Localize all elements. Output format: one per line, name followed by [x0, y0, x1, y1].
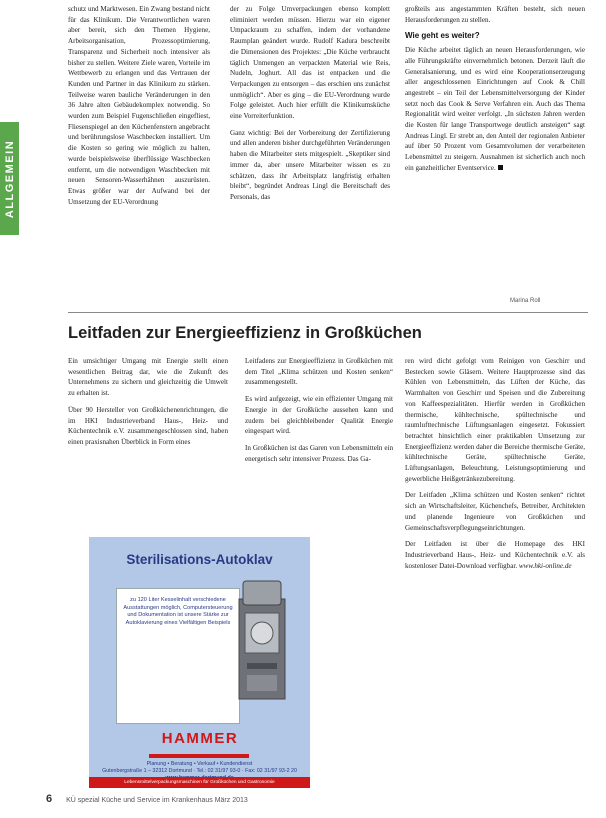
paragraph: schutz und Marktwesen. Ein Zwang bestand nicht für das Klinikum. Die Verantwortlichen waren aber bereit, sich den Themen Hygiene, Arbeitsorganisation, Prozessoptimierung, Transparenz und Sicherheit noch intensiver als bisher zu stellen. Weitere Ziele waren, Vorteile im Wettbewerb zu erlangen und das Vertrauen der Kunden und Partner in das Klinikum zu stärken. Teilweise waren bauliche Veränderungen in den 36 Jahre alten Gebäudekomplex notwendig. So wurden zum Beispiel Fugenschließen eingefliest, Fliesenspiegel an den Küchenfenstern angebracht und berührungslose Waschbecken installiert. Um die Kosten so gering wie möglich zu halten, wurde beispielsweise überflüssige Waschbecken entfernt, um die notwendigen Waschbecken mit neuen Sensoren-Wasserhähnen auszurüsten. Etwas größer war der Aufwand bei der Umsetzung der EU-Verordnung: [68, 5, 210, 206]
ad-contact: Planung • Beratung • Verkauf • Kundendienst Gutenbergstraße 1 – 32312 Dortmund · Tel.: 02 31/97 93-0 · Fax: 02 31/97 93-2 20: [89, 761, 310, 783]
ad-text-box: [116, 588, 240, 724]
article-headline: Leitfaden zur Energieeffizienz in Großküchen: [68, 324, 422, 342]
top-column-3: [405, 4, 585, 180]
paragraph: Leitfadens zur Energieeffizienz in Großküchen mit dem Titel „Klima schützen und Kosten senken“ zusammengestellt.: [245, 357, 393, 387]
top-column-1: [68, 4, 210, 213]
paragraph: ren wird dicht gefolgt vom Reinigen von Geschirr und Bestecken sowie Gläsern. Weitere Hauptprozesse sind das Kühlen von Lebensmitteln, das Lüften der Küche, das Warmhalten von Geschirr und Speisen und die Zubereitung von Kaffeespezialitäten. Hierfür werden in Großküchen thermische, kühltechnische, spültechnische und raumlufttechnische Lüftungsanlagen eingesetzt. Fokussiert betrachtet hinsichtlich einer praktikablen Umsetzung zur Energieeffizienz werden daher die Bereiche thermische Geräte, kühltechnische Geräte, spültechnische Geräte, Lüftungsanlagen, Beleuchtung, Leistungsoptimierung und gewerbliche Heißgetränkezubereitung.: [405, 357, 585, 483]
brand-bar: [149, 754, 249, 758]
paragraph: Über 90 Hersteller von Großküchenenrichtungen, die im HKI Industrieverband Haus-, Heiz- und Küchentechnik e.V. zusammengeschlossen sind, haben einen praxisnahen Überblick in Form eines: [68, 405, 228, 446]
section-tab: ALLGEMEIN: [0, 122, 19, 235]
divider: [68, 312, 588, 313]
article-url[interactable]: www.hki-online.de: [518, 561, 572, 570]
ad-box-text: zu 120 Liter Kesselinhalt verschiedene Ausstattungen möglich, Computersteuerung und Dokumentation ist unsere Stärke zur Autoklavierung eines Vielfältigen Beispiels: [123, 597, 233, 626]
brand-logo: HAMMER: [161, 730, 239, 747]
autoclave-image: [233, 577, 291, 705]
page-number: 6: [46, 793, 53, 805]
paragraph: Die Küche arbeitet täglich an neuen Herausforderungen, wie alle Führungskräfte einvernehmlich betonen. Derzeit läuft die Generalsanierung, und es wird eine Kooperationserzeugung aller angeschlossenen Einrichtungen auf Cook & Chill angestrebt – ein Teil der Lebensmittelversorgung der Kinder setzt noch das Cook & Serve Verfahren ein. Auch das Thema Regionalität wird weiter verfolgt. „In süchsten Jahren werden die Kosten für lange Transportwege deutlich ansteigen“ sagt Andreas Lingl. Er strebt an, den Anteil der regionalen Anbieter auf über 50 Prozent vom Gesamtvolumen der verarbeiteten Lebensmittel zu steigern. Ausnahmen ist sicherlich auch noch ein ganzheitlicher Eventservice.: [405, 46, 585, 172]
top-column-2: [230, 4, 390, 209]
article-column-1: [68, 356, 228, 454]
paragraph: Ganz wichtig: Bei der Vorbereitung der Zertifizierung und allen anderen bisher durchgeführten Veränderungen haben die Mitarbeiter stets mitgespielt. „Skeptiker sind immer da, aber unsere Mitarbeiter wissen es zu schätzen, dass ihr Arbeitsplatz langfristig erhalten bleibt“, begründet Andreas Lingl die Bereitschaft des Personals, das: [230, 128, 390, 201]
paragraph: Es wird aufgezeigt, wie ein effizienter Umgang mit Energie in der Großküche aussehen kann und zudem bei gleichbleibender Qualität Energie eingespart wird.: [245, 395, 393, 436]
end-mark-icon: [498, 165, 503, 170]
paragraph: Der Leitfaden „Klima schützen und Kosten senken“ richtet sich an Wirtschaftsleiter, Küchenchefs, Betreiber, Architekten und planende Ingenieure von Großküchen und Gemeinschaftsverpflegungseinrichtungen.: [405, 491, 585, 532]
paragraph: großteils aus angestammten Kräften besteht, sich neuen Herausforderungen zu stellen.: [405, 5, 585, 24]
paragraph: Ein umsichtiger Umgang mit Energie stellt einen wesentlichen Beitrag dar, wie die Zukunft des Unternehmens zu sichern und gleichzeitig die Umwelt zu erhalten ist.: [68, 357, 228, 398]
publication-info: KÜ spezial Küche und Service im Krankenhaus März 2013: [66, 797, 248, 804]
advertisement[interactable]: [89, 537, 310, 788]
article-column-3: [405, 356, 585, 577]
author: Marina Roll: [510, 298, 541, 304]
article-column-2: [245, 356, 393, 470]
paragraph: In Großküchen ist das Garen von Lebensmitteln ein energetisch sehr intensiver Prozess. Das Ga-: [245, 443, 393, 463]
page-footer: [46, 793, 248, 805]
paragraph: der zu Folge Umverpackungen ebenso komplett eliminiert werden müssen. Hierzu war ein eigener Umpackraum zu schaffen, indem der vorhandene Raumplan geändert wurde. Rudolf Kadura beschreibt die Dimensionen des Projektes: „Die Küche verbraucht täglich Unmengen an verpackten Material wie Reis, Nudeln, Joghurt. All das ist entpacken und die Verpackungen zu entsorgen – das erschien uns zunächst unmöglich“. Aber es ging – die EU-Verordnung wurde Folge geleistet. Auch hier erfüllt die Klinikumsküche eine Vorreiterfunktion.: [230, 5, 390, 121]
subheading: Wie geht es weiter?: [405, 31, 480, 41]
ad-footer: Lebensmittelverpackungsmaschinen für Großküchen und Gastronomie: [89, 777, 310, 788]
ad-title: Sterilisations-Autoklav: [126, 552, 273, 567]
paragraph: Der Leitfaden ist über die Homepage des HKI Industrieverband Haus-, Heiz- und Küchentechnik e.V. als kostenloser Datei-Download verfügbar. www.hki-online.de: [405, 540, 585, 570]
